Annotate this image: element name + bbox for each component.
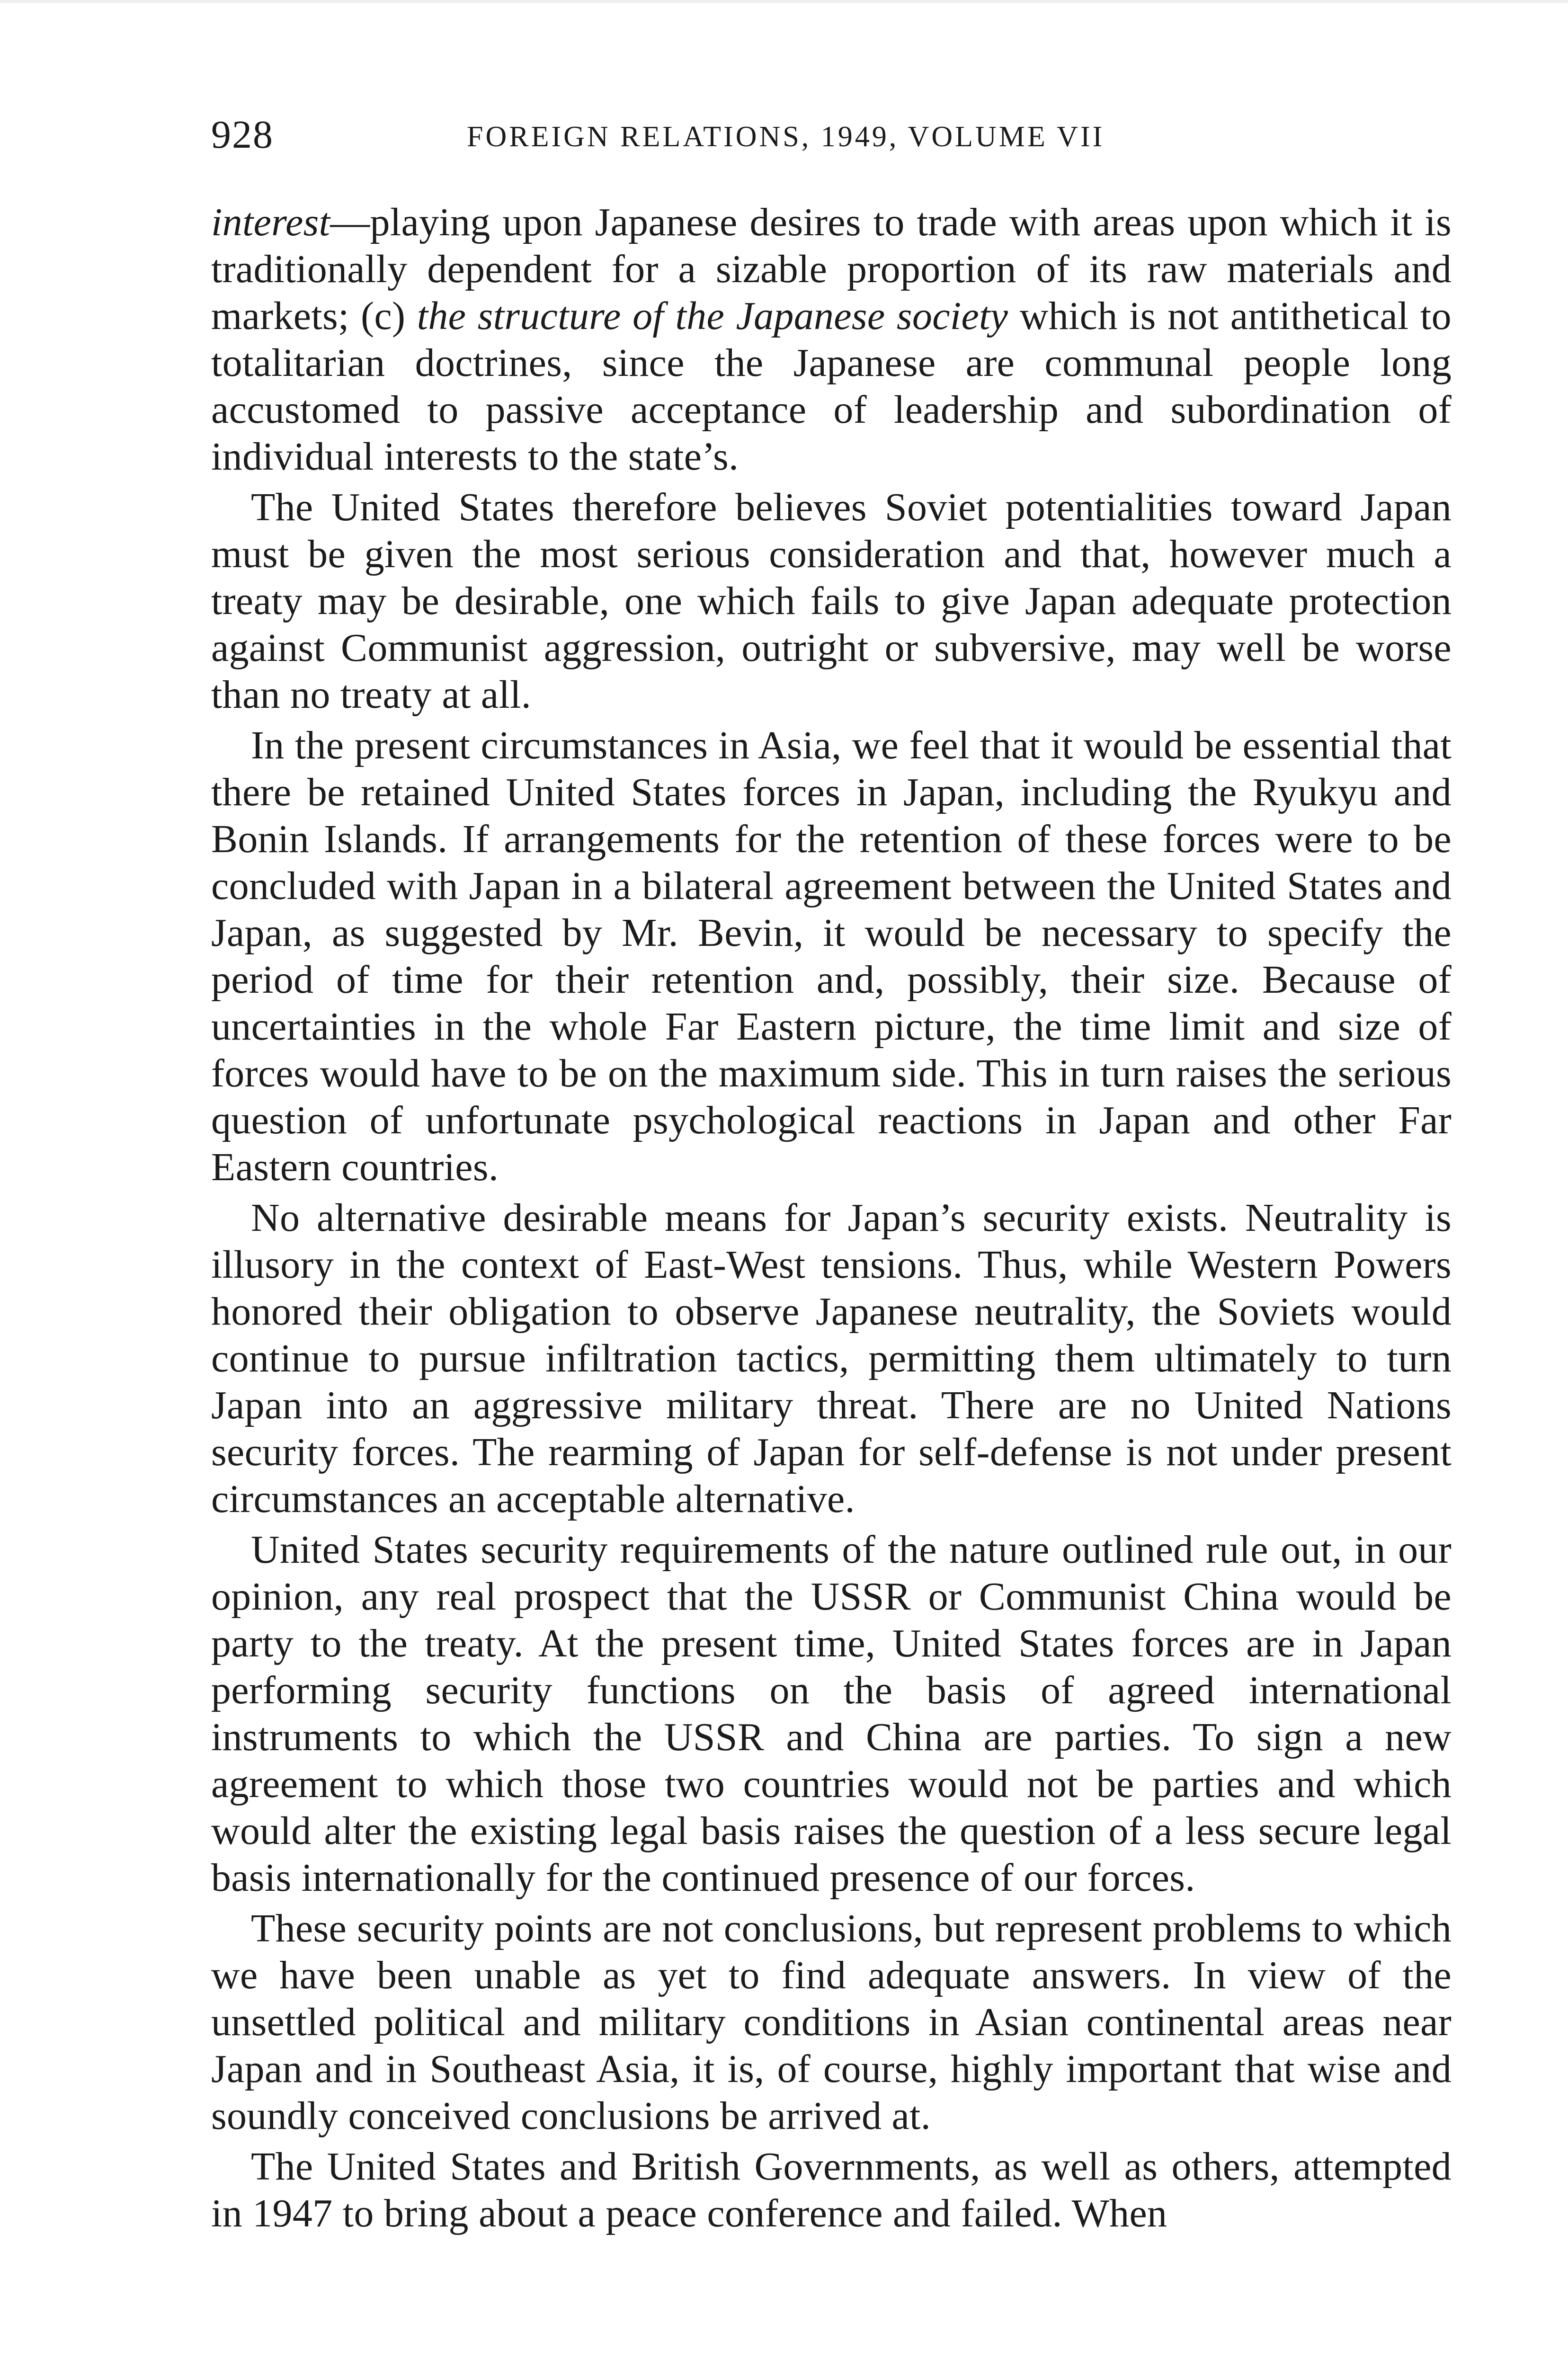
- paragraph-3: [211, 722, 1452, 1191]
- scan-edge: [0, 0, 1568, 3]
- text-segment: These security points are not conclusions, but represent problems to which we have been unable as yet to find adequate answers. In view of the unsettled political and military conditions in Asian continental areas near Japan and in Southeast Asia, it is, of course, highly important that wise and soundly conceived conclusions be arrived at.: [211, 1906, 1452, 2138]
- text-segment: which is not antithetical to totalitarian doctrines, since the Japanese are communal people long accustomed to passive acceptance of leadership and subordination of individual interests to the state’s.: [211, 294, 1452, 479]
- page-number: 928: [211, 113, 274, 157]
- text-segment: United States security requirements of the nature outlined rule out, in our opinion, any real prospect that the USSR or Communist China would be party to the treaty. At the present time, United States forces are in Japan performing security functions on the basis of agreed international instruments to which the USSR and China are parties. To sign a new agreement to which those two countries would not be parties and which would alter the existing legal basis raises the question of a less secure legal basis internationally for the continued presence of our forces.: [211, 1528, 1452, 1900]
- text-segment: The United States and British Governments, as well as others, attempted in 1947 to bring about a peace conference and failed. When: [211, 2145, 1452, 2235]
- paragraph-1: [211, 199, 1452, 480]
- page-header: [211, 111, 1452, 168]
- running-head: FOREIGN RELATIONS, 1949, VOLUME VII: [467, 121, 1105, 153]
- paragraph-2: [211, 484, 1452, 718]
- body-text: [211, 199, 1452, 2241]
- text-segment: —playing upon Japanese desires to trade with areas upon which it is traditionally dependent for a sizable proportion of its raw materials and markets; (c): [211, 200, 1452, 338]
- paragraph-5: [211, 1526, 1452, 1901]
- italic-term-interest: interest: [211, 200, 330, 244]
- text-segment: The United States therefore believes Soviet potentialities toward Japan must be given the most serious consideration and that, however much a treaty may be desirable, one which fails to give Japan adequate protection against Communist aggression, outright or subversive, may well be worse than no treaty at all.: [211, 485, 1452, 717]
- text-segment: No alternative desirable means for Japan’s security exists. Neutrality is illusory in the context of East-West tensions. Thus, while Western Powers honored their obligation to observe Japanese neutrality, the Soviets would continue to pursue infiltration tactics, permitting them ultimately to turn Japan into an aggressive military threat. There are no United Nations security forces. The rearming of Japan for self-defense is not under present circumstances an acceptable alternative.: [211, 1196, 1452, 1521]
- text-segment: In the present circumstances in Asia, we feel that it would be essential that there be retained United States forces in Japan, including the Ryukyu and Bonin Islands. If arrangements for the retention of these forces were to be concluded with Japan in a bilateral agreement between the United States and Japan, as suggested by Mr. Bevin, it would be necessary to specify the period of time for their retention and, possibly, their size. Because of uncertainties in the whole Far Eastern picture, the time limit and size of forces would have to be on the maximum side. This in turn raises the serious question of unfortunate psychological reactions in Japan and other Far Eastern countries.: [211, 723, 1452, 1189]
- paragraph-6: [211, 1905, 1452, 2139]
- paragraph-4: [211, 1194, 1452, 1522]
- italic-term-structure: the structure of the Japanese society: [417, 294, 1008, 338]
- paragraph-7: [211, 2143, 1452, 2237]
